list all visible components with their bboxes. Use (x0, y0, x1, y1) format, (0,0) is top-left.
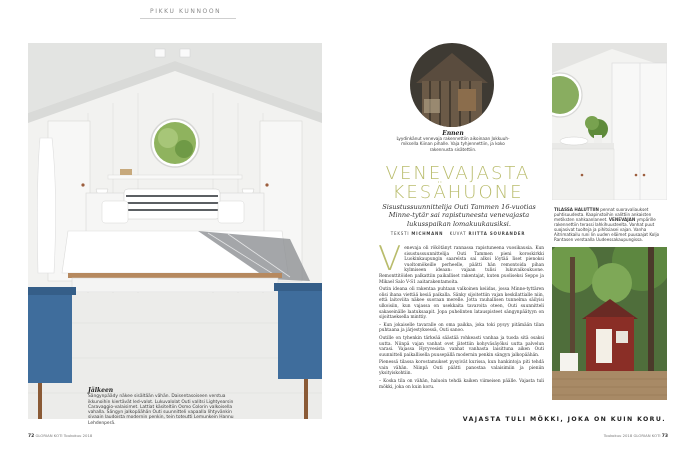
bedroom-caption (88, 388, 238, 426)
article-title-line2: KESÄHUONE (392, 182, 524, 203)
byline-photographer: RIITTA SOURANDER (468, 231, 526, 236)
bathroom-photo (552, 43, 667, 200)
article-body (378, 239, 544, 392)
footer-left (28, 433, 92, 439)
body-paragraph: Outin ideana oli rakentaa puhtaan valkoinen keiidas, jossa Minne-tyttären olisi ihana viettää kesiä paikalla. Sänky sijoitettiin vajan keskilattialle niin, että laitoviita näkee suoraan merelle. Jotta rauhallisen tunnelma säilyisi ulkoisiin, kun vajassa on usekkaita tavaroita oteen, Outi suunnitteli sakaseinälle laatuksaapit. Jopa puhelinten latauspisteet sängynpäätyyn on sijoittaeksella minttiy. (379, 287, 544, 321)
bathroom-caption-lead2: VENEVAJAN (608, 217, 636, 222)
page-number-right: 73 (661, 434, 668, 439)
body-paragraph: – Koska tila on vähän, haluoin tehdä kaiken viimeisen päälle. Vajasta tuli mökki, joka on kuin koru. (379, 379, 544, 390)
bedroom-caption-text: Sängynpäädy näkee sisältään vähän. Daisentasoiseen verstua ikkunoihin kiertävät led-valot. Lukuvalolat Outi valitsi Lightyearsin Caravaggio-valaisimet. Lattiat käsiteltiin Osmo Colorin valkoisella vahalla. Sängyn jalkopäähän Outi suunnitteli vapaalla lihtyvänkin sivaain laudoista modernin penkin, tein toteutti Lemunkein Hannu Lehdenperä. (88, 394, 234, 426)
bedroom-photo (28, 43, 322, 419)
byline-writer: MICHMANN (411, 231, 444, 236)
footer-right (560, 433, 668, 439)
body-paragraph: enevaja oli rökötänyt rannassa rapistuneena vuosikausia. Kun sisustussuunnittelija Outi Tammen pieni koroskirkki Luokinkaupungin saarelsta sai alkoi löytää Iiset pienoksi vuoltomökeille perheelle, päätti hän remontoida pihan kylmiseen ideaan: vajaan tulisi lukuvaikoukuone. Remonttitöiden palkattiin paikalliset rakentajat, kuten puoliseksi Seppo ja Mikael Salo V-S1 aaitarakentamoita. (379, 246, 544, 285)
issue-date-right: Toukokuu 2018 (603, 433, 633, 438)
bathroom-caption (554, 207, 666, 242)
body-paragraph: Pienessä tilassa korostamukset pysyivät kurissa, kun hankintoja piti tehdä vain vähän. Niinpä Outi päätti panostaa valaisimiin ja pieniin yksityiskohtiin. (379, 360, 544, 377)
body-paragraph: – Kun jokaiselle tavaralle on oma paikka, joka toki pysyy pitämään tilan puhtaana ja järjestyksessä, Outi sanoo. (379, 322, 544, 334)
magazine-name-right: GLORIAN KOTI (633, 433, 661, 438)
ennen-caption-text: Lyydinkänut venevaja rakennettiin aikoinaan Jokkuuh-miksella Kiinan pihalle. Vaja tyhjennettiin, ja koko rakennusta sisätettiin. (396, 136, 510, 152)
byline-photo-label: KUVAT (449, 231, 467, 236)
ennen-caption (389, 131, 517, 152)
bathroom-caption-lead1: TILASSA HALUTTIIN (554, 207, 599, 212)
bathroom-caption-text2: ympärille rakennettiin terassi lahkihuusteelta. Vanhat puut suojasivat tuolteja ja pihitsiasei vajan. Vanha Aitrimatkailu runi lin uuden eläimet puusaajat Koljo Rantasen verstaalla Uudeessakaupungissa. (554, 217, 660, 242)
bedroom-caption-title: Jälkeen (88, 387, 114, 394)
pull-quote: VAJASTA TULI MÖKKI, JOKA ON KUIN KORU. (462, 416, 666, 423)
issue-date-left: Toukokuu 2018 (63, 433, 93, 438)
article-lead: Sisustussuunnittelija Outi Tammen 16-vuotias Minne-tytär sai rapistuneesta venevajasta lukusspaikan lomakuukausiksi. (382, 203, 536, 228)
byline-text-label: TEKSTI (390, 231, 410, 236)
section-rule (140, 18, 236, 19)
boathouse-exterior-photo (552, 247, 667, 400)
page-number-left: 72 (28, 434, 35, 439)
magazine-name-left: GLORIAN KOTI (35, 433, 63, 438)
article-title-line1: VENEVAJASTA (385, 163, 531, 184)
body-paragraph: Outille on tyhenkin tärkeää säästää rohkeasti vanhaa ja tuoda sitä osaksi uutta. Niinpä vajan vanhat ovet jätettiin kohyväsäyöksi uutta palvelun varasi. Vajassa Hyryvesista vanhat vanhasta laisittuna aiken Outi suunnitteli paikallisella puusepällä modernin penkin sängyn jalkopäähän. (379, 335, 544, 358)
ennen-caption-title: Ennen (442, 130, 464, 137)
section-label: PIKKU KUNNOON (150, 8, 222, 15)
boathouse-before-photo (410, 43, 494, 127)
drop-cap: V (378, 239, 402, 279)
byline (372, 231, 544, 236)
bathroom-caption-text1: pennat suoravaliaukset puhtisuudesta. Kaapinstoihin valittiin ankaisten metiksten nahkaanlaneet. (554, 207, 652, 222)
